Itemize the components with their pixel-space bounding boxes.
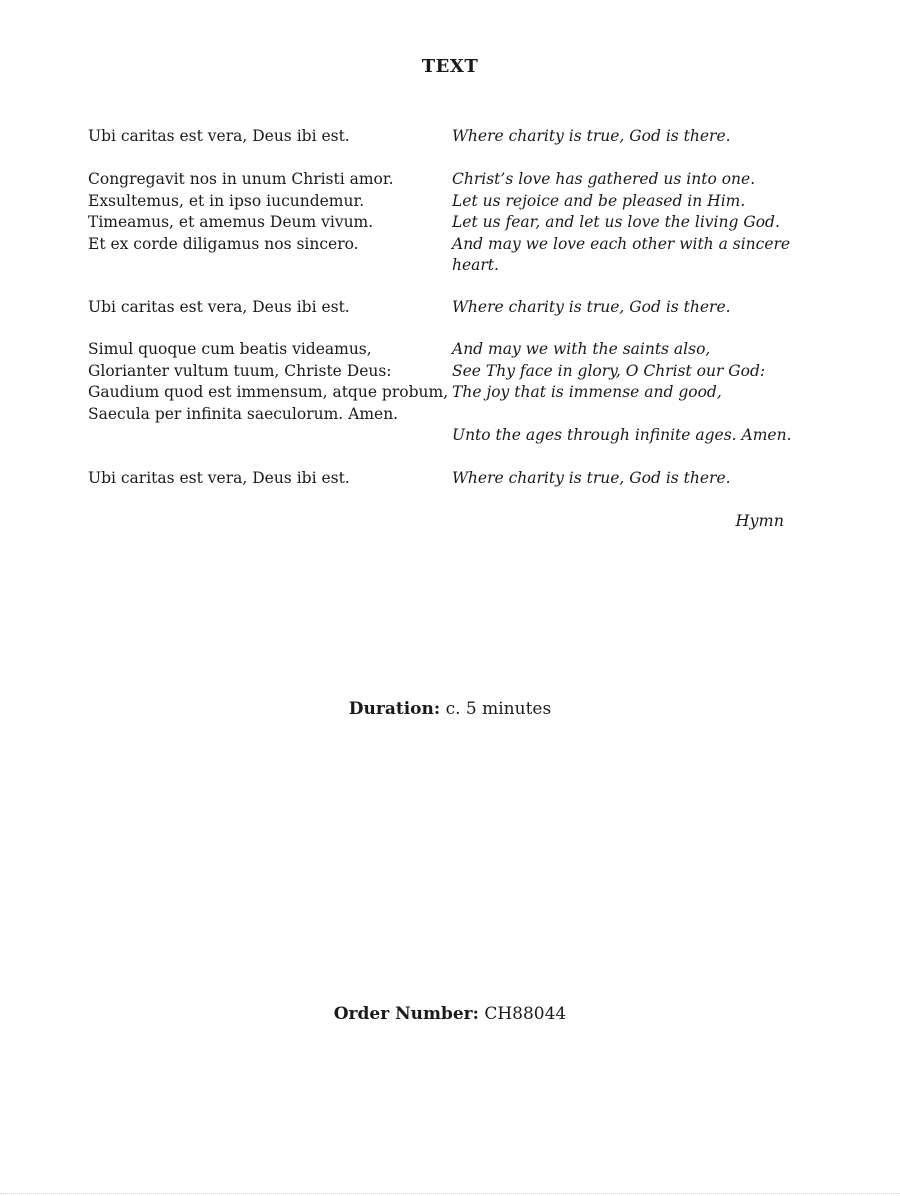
english-line: Where charity is true, God is there.: [452, 298, 731, 316]
order-number-value: CH88044: [484, 1004, 567, 1024]
latin-line: Simul quoque cum beatis videamus,: [88, 340, 372, 358]
latin-line: Gaudium quod est immensum, atque probum,: [88, 383, 449, 401]
stanza: [88, 339, 808, 447]
latin-column: [88, 297, 452, 319]
source-attribution: Hymn: [735, 511, 784, 530]
english-column: [452, 169, 808, 277]
latin-line: Saecula per infinita saeculorum. Amen.: [88, 404, 399, 423]
english-line: And may we with the saints also,: [452, 340, 711, 358]
english-column: [452, 468, 808, 490]
english-line: Christ’s love has gathered us into one.: [452, 170, 756, 188]
latin-column: [88, 339, 452, 447]
english-line: See Thy face in glory, O Christ our God:: [452, 361, 766, 380]
english-column: [452, 126, 808, 148]
page-divider: [0, 1193, 900, 1194]
stanza: [88, 126, 808, 148]
english-line: Unto the ages through infinite ages. Amen.: [452, 426, 792, 444]
english-line: Let us fear, and let us love the living God.: [452, 213, 780, 231]
latin-line: Exsultemus, et in ipso iucundemur.: [88, 191, 365, 210]
english-line: And may we love each other with a sincere heart.: [452, 234, 791, 274]
english-line: The joy that is immense and good,: [452, 383, 722, 401]
stanza: [88, 468, 808, 490]
latin-line: Glorianter vultum tuum, Christe Deus:: [88, 361, 392, 380]
duration: [0, 699, 900, 719]
stanza: [88, 297, 808, 319]
english-line: Where charity is true, God is there.: [452, 469, 731, 487]
order-number: [0, 1004, 900, 1024]
latin-line: Congregavit nos in unum Christi amor.: [88, 170, 394, 188]
order-number-label: Order Number:: [333, 1004, 479, 1024]
duration-label: Duration:: [348, 699, 441, 719]
latin-column: [88, 169, 452, 277]
english-column: [452, 297, 808, 319]
latin-column: [88, 126, 452, 148]
english-column: [452, 339, 808, 447]
english-line: Let us rejoice and be pleased in Him.: [452, 191, 746, 210]
english-line: Where charity is true, God is there.: [452, 127, 731, 145]
stanza: [88, 169, 808, 277]
duration-value: c. 5 minutes: [445, 699, 552, 719]
page-title: TEXT: [421, 56, 479, 77]
latin-line: Ubi caritas est vera, Deus ibi est.: [88, 469, 350, 487]
latin-line: Ubi caritas est vera, Deus ibi est.: [88, 127, 350, 145]
latin-line: Ubi caritas est vera, Deus ibi est.: [88, 298, 350, 316]
latin-line: Timeamus, et amemus Deum vivum.: [88, 213, 374, 231]
latin-column: [88, 468, 452, 490]
latin-line: Et ex corde diligamus nos sincero.: [88, 234, 359, 253]
